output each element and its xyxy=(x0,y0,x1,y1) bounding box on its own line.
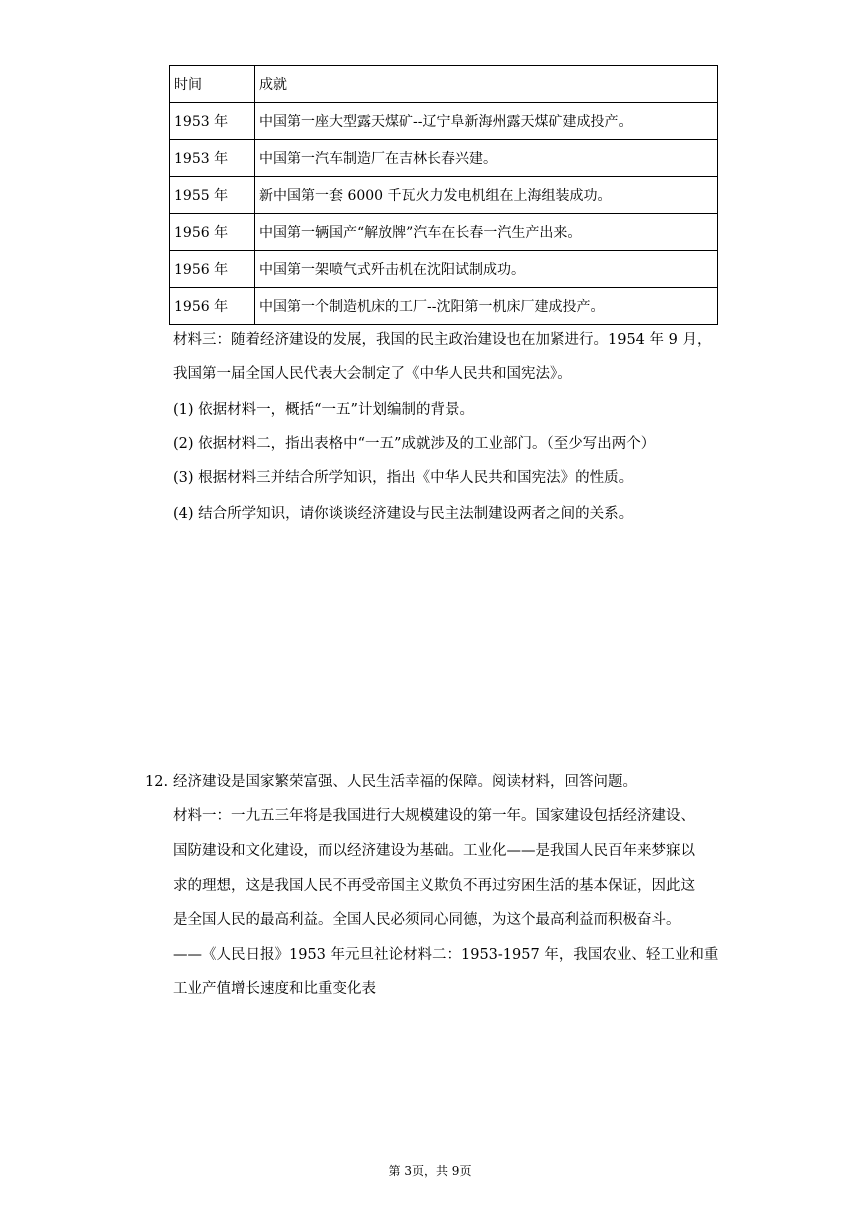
row-achievement: 中国第一座大型露天煤矿--辽宁阜新海州露天煤矿建成投产。 xyxy=(255,103,718,140)
q12-line: 工业产值增长速度和比重变化表 xyxy=(173,981,376,997)
table-header-row xyxy=(170,66,718,103)
q12-line: 求的理想，这是我国人民不再受帝国主义欺负不再过穷困生活的基本保证，因此这 xyxy=(173,878,695,894)
page-footer: 第 3页，共 9页 xyxy=(388,1164,472,1178)
question-3: (3) 根据材料三并结合所学知识，指出《中华人民共和国宪法》的性质。 xyxy=(173,470,634,486)
material3-line2: 我国第一届全国人民代表大会制定了《中华人民共和国宪法》。 xyxy=(173,366,572,382)
question-2: (2) 依据材料二，指出表格中“一五”成就涉及的工业部门。（至少写出两个） xyxy=(173,436,656,452)
row-time: 1956 年 xyxy=(170,251,255,288)
q12-line: 是全国人民的最高利益。全国人民必须同心同德，为这个最高利益而积极奋斗。 xyxy=(173,912,681,928)
table-row xyxy=(170,140,718,177)
row-time: 1953 年 xyxy=(170,140,255,177)
q12-line: 经济建设是国家繁荣富强、人民生活幸福的保障。阅读材料，回答问题。 xyxy=(173,774,637,790)
table-row xyxy=(170,251,718,288)
achievements-table xyxy=(169,65,718,325)
row-achievement: 中国第一架喷气式歼击机在沈阳试制成功。 xyxy=(255,251,718,288)
q12-line: 材料一：一九五三年将是我国进行大规模建设的第一年。国家建设包括经济建设、 xyxy=(173,808,695,824)
table-row xyxy=(170,288,718,325)
material3-line1: 材料三：随着经济建设的发展，我国的民主政治建设也在加紧进行。1954 年 9 月， xyxy=(173,332,712,348)
row-achievement: 新中国第一套 6000 千瓦火力发电机组在上海组装成功。 xyxy=(255,177,718,214)
row-time: 1953 年 xyxy=(170,103,255,140)
table-row xyxy=(170,103,718,140)
header-time: 时间 xyxy=(170,66,255,103)
row-achievement: 中国第一辆国产“解放牌”汽车在长春一汽生产出来。 xyxy=(255,214,718,251)
q12-line: ——《人民日报》1953 年元旦社论材料二：1953-1957 年，我国农业、轻工业和重 xyxy=(173,947,719,963)
question-12-number: 12. xyxy=(145,774,169,790)
q12-line: 国防建设和文化建设，而以经济建设为基础。工业化——是我国人民百年来梦寐以 xyxy=(173,843,695,859)
header-achievement: 成就 xyxy=(255,66,718,103)
row-time: 1955 年 xyxy=(170,177,255,214)
row-achievement: 中国第一汽车制造厂在吉林长春兴建。 xyxy=(255,140,718,177)
table-row xyxy=(170,214,718,251)
row-time: 1956 年 xyxy=(170,288,255,325)
question-1: (1) 依据材料一，概括“一五”计划编制的背景。 xyxy=(173,402,474,418)
table-row xyxy=(170,177,718,214)
question-4: (4) 结合所学知识，请你谈谈经济建设与民主法制建设两者之间的关系。 xyxy=(173,506,634,522)
row-achievement: 中国第一个制造机床的工厂--沈阳第一机床厂建成投产。 xyxy=(255,288,718,325)
row-time: 1956 年 xyxy=(170,214,255,251)
